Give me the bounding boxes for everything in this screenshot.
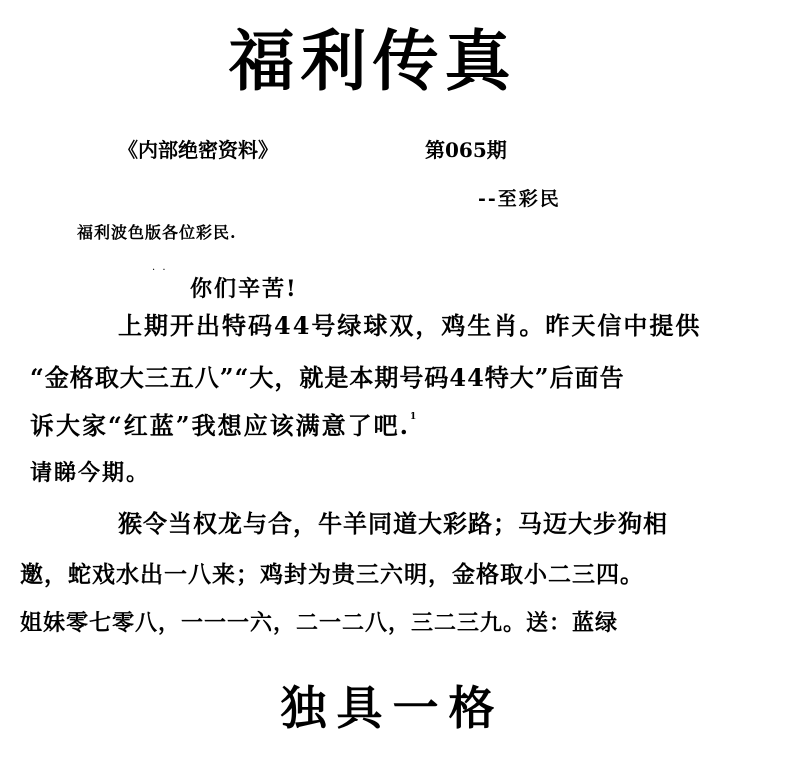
letter-hard-work-line: 你们辛苦! bbox=[190, 276, 298, 302]
letter-line-7: 姐妹零七零八，一一一六，二一二八，三二三九。送：蓝绿 bbox=[20, 610, 619, 636]
footer-title: 独具一格 bbox=[280, 681, 505, 735]
letter-line-4: 请睇今期。 bbox=[30, 460, 151, 486]
recipient-signature: --至彩民 bbox=[478, 188, 561, 210]
issue-number: 第065期 bbox=[425, 138, 507, 162]
document-title: 福利传真 bbox=[228, 22, 517, 100]
stray-dots: . . bbox=[152, 262, 168, 273]
letter-line-5: 猴令当权龙与合，牛羊同道大彩路；马迈大步狗相 bbox=[118, 509, 668, 538]
letter-line-1: 上期开出特码44号绿球双，鸡生肖。昨天信中提供 bbox=[118, 311, 702, 340]
letter-greeting: 福利波色版各位彩民. bbox=[77, 223, 237, 242]
letter-line-3 bbox=[30, 412, 416, 441]
letter-line-6: 邀，蛇戏水出一八来；鸡封为贵三六明，金格取小二三四。 bbox=[20, 561, 644, 588]
fine-mark: 1 bbox=[409, 412, 417, 422]
confidential-subtitle: 《内部绝密资料》 bbox=[118, 138, 278, 162]
letter-line-2: “金格取大三五八”“大，就是本期号码44特大”后面告 bbox=[30, 363, 625, 392]
letter-line-3-text: 诉大家“红蓝”我想应该满意了吧. bbox=[30, 411, 410, 440]
